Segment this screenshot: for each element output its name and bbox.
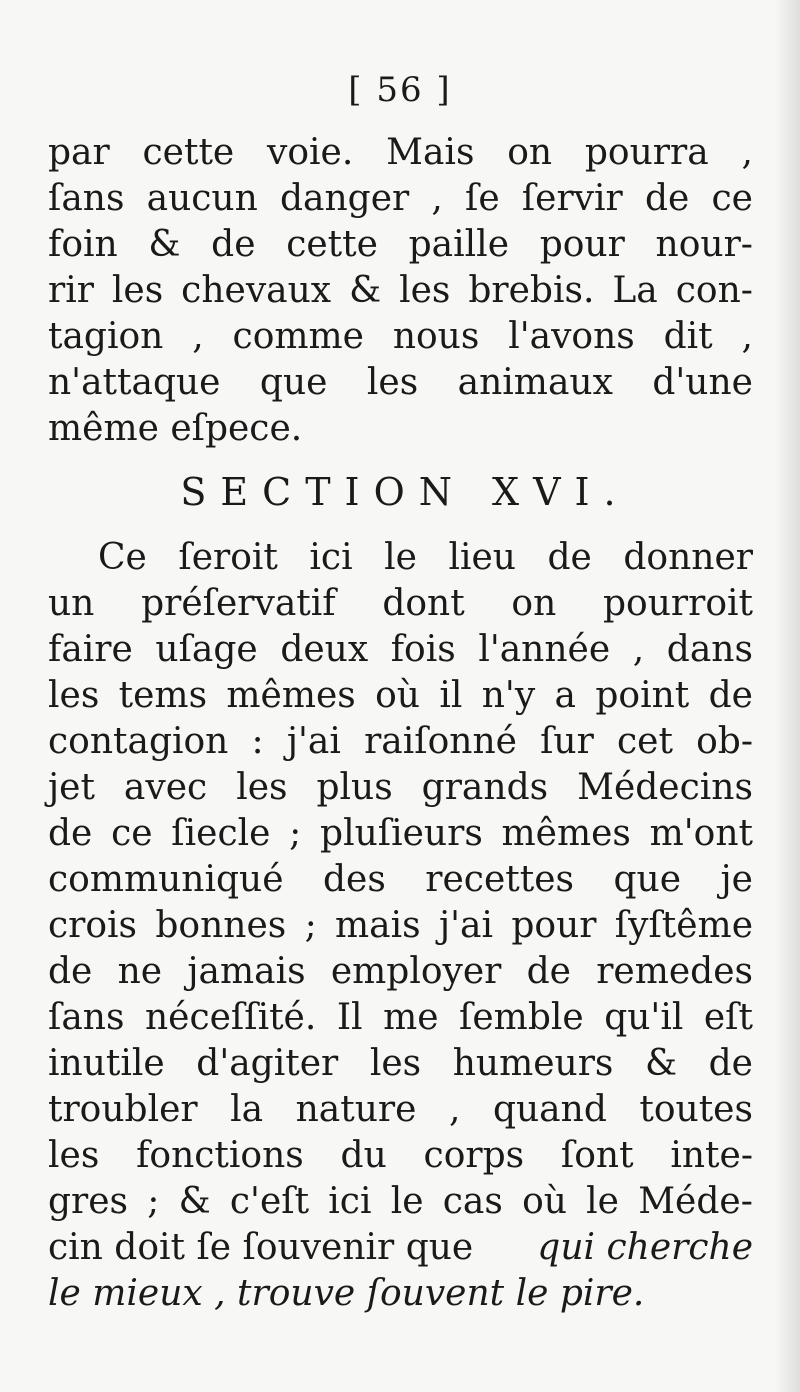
word: recettes bbox=[425, 859, 574, 900]
word: je bbox=[720, 859, 753, 900]
word: La bbox=[612, 270, 658, 311]
word: dit bbox=[663, 316, 713, 357]
word: pluſieurs bbox=[320, 813, 483, 854]
text-line bbox=[48, 903, 753, 949]
paragraph-2 bbox=[48, 535, 753, 1317]
word: plus bbox=[316, 767, 393, 808]
word: ſeroit bbox=[178, 537, 278, 578]
word: ; bbox=[289, 813, 302, 854]
text-line bbox=[48, 1133, 753, 1179]
word: mais bbox=[335, 905, 421, 946]
word: les bbox=[111, 270, 164, 311]
text-line bbox=[48, 1087, 753, 1133]
word: que bbox=[613, 859, 682, 900]
word: ; bbox=[147, 1181, 160, 1222]
word: , bbox=[632, 629, 645, 670]
text-line bbox=[48, 719, 753, 765]
word: fois bbox=[390, 629, 456, 670]
word: inutile bbox=[48, 1043, 165, 1084]
word: on bbox=[507, 132, 553, 173]
word: quand bbox=[492, 1089, 607, 1130]
word: nature bbox=[295, 1089, 417, 1130]
text-line bbox=[48, 673, 753, 719]
word: d'agiter bbox=[196, 1043, 339, 1084]
word: des bbox=[323, 859, 386, 900]
word: comme bbox=[232, 316, 364, 357]
word: , bbox=[448, 1089, 461, 1130]
word: tagion bbox=[48, 316, 164, 357]
word: le bbox=[390, 1181, 424, 1222]
word: danger bbox=[279, 178, 410, 219]
word: Médecins bbox=[577, 767, 753, 808]
word: ſiecle bbox=[171, 813, 271, 854]
word: j'ai bbox=[286, 721, 341, 762]
word: jamais bbox=[187, 951, 306, 992]
word: n'attaque bbox=[48, 362, 221, 403]
word: de bbox=[644, 178, 690, 219]
text-line bbox=[48, 1041, 753, 1087]
word: les bbox=[48, 1135, 100, 1176]
word: que bbox=[259, 362, 328, 403]
word: pourroit bbox=[603, 583, 753, 624]
word: ſervir bbox=[521, 178, 623, 219]
word: contagion bbox=[48, 721, 229, 762]
word: par bbox=[48, 132, 110, 173]
word: rir bbox=[48, 270, 94, 311]
word: donner bbox=[623, 537, 753, 578]
word: l'avons bbox=[508, 316, 635, 357]
italic-text-run: qui cherche bbox=[537, 1227, 753, 1268]
word: cette bbox=[142, 132, 235, 173]
word: employer bbox=[330, 951, 502, 992]
word: me bbox=[383, 997, 439, 1038]
word: néceſſité. bbox=[144, 997, 317, 1038]
word: mêmes bbox=[501, 813, 631, 854]
word: de bbox=[708, 675, 753, 716]
word: Méde- bbox=[638, 1181, 753, 1222]
word: le bbox=[384, 537, 417, 578]
text-line bbox=[48, 535, 753, 581]
text-line bbox=[48, 1179, 753, 1225]
word: ob- bbox=[696, 721, 753, 762]
text-line bbox=[48, 811, 753, 857]
text-line bbox=[48, 765, 753, 811]
word: tems bbox=[118, 675, 208, 716]
word: dans bbox=[666, 629, 753, 670]
word: crois bbox=[48, 905, 138, 946]
word: n'y bbox=[481, 675, 536, 716]
word: point bbox=[595, 675, 690, 716]
word: où bbox=[522, 1181, 567, 1222]
word: , bbox=[192, 316, 204, 357]
word: inte- bbox=[670, 1135, 753, 1176]
word: faire bbox=[48, 629, 133, 670]
word: aucun bbox=[146, 178, 258, 219]
word: troubler bbox=[48, 1089, 198, 1130]
paragraph-1 bbox=[48, 130, 753, 452]
word: pourra bbox=[584, 132, 709, 173]
word: les bbox=[369, 1043, 422, 1084]
section-heading: SECTION XVI. bbox=[180, 470, 630, 514]
text-line bbox=[48, 581, 753, 627]
word: les bbox=[236, 767, 288, 808]
word: le bbox=[586, 1181, 619, 1222]
word: du bbox=[340, 1135, 387, 1176]
word: animaux bbox=[457, 362, 613, 403]
word: deux bbox=[280, 629, 369, 670]
word: gres bbox=[48, 1181, 129, 1222]
word: de bbox=[708, 1043, 753, 1084]
word: de bbox=[547, 537, 592, 578]
text-line bbox=[48, 627, 753, 673]
word: ce bbox=[111, 813, 153, 854]
text-line bbox=[48, 130, 753, 176]
word: fonctions bbox=[136, 1135, 304, 1176]
word: & bbox=[349, 270, 382, 311]
word: mêmes bbox=[226, 675, 356, 716]
word: Mais bbox=[386, 132, 475, 173]
word: ſe bbox=[465, 178, 500, 219]
word: dont bbox=[382, 583, 465, 624]
text-run: cin doit ſe ſouvenir que bbox=[48, 1227, 474, 1268]
word: ſans bbox=[48, 997, 125, 1038]
text-line bbox=[48, 176, 753, 222]
word: préſervatif bbox=[141, 583, 336, 624]
word: grands bbox=[421, 767, 549, 808]
word: uſage bbox=[155, 629, 258, 670]
word: Ce bbox=[98, 537, 147, 578]
text-line bbox=[48, 995, 753, 1041]
page-number: [ 56 ] bbox=[348, 70, 452, 110]
text-line bbox=[48, 857, 753, 903]
word: ce bbox=[711, 178, 753, 219]
word: ſur bbox=[540, 721, 594, 762]
word: un bbox=[48, 583, 95, 624]
word: remedes bbox=[596, 951, 753, 992]
word: les bbox=[48, 675, 100, 716]
word: d'une bbox=[652, 362, 753, 403]
word: la bbox=[230, 1089, 264, 1130]
word: c'eſt bbox=[229, 1181, 310, 1222]
word: , bbox=[431, 178, 443, 219]
word: chevaux bbox=[181, 270, 332, 311]
word: avec bbox=[123, 767, 208, 808]
text-line bbox=[48, 360, 753, 406]
word: m'ont bbox=[649, 813, 753, 854]
word: de bbox=[526, 951, 571, 992]
word: foin bbox=[48, 224, 118, 265]
word: on bbox=[511, 583, 557, 624]
text-line: même eſpece. bbox=[48, 408, 303, 449]
word: de bbox=[48, 813, 93, 854]
word: bonnes bbox=[155, 905, 287, 946]
word: communiqué bbox=[48, 859, 284, 900]
word: où bbox=[375, 675, 420, 716]
word: raiſonné bbox=[364, 721, 517, 762]
text-line bbox=[48, 314, 753, 360]
word: l'année bbox=[478, 629, 611, 670]
word: de bbox=[48, 951, 93, 992]
word: il bbox=[439, 675, 463, 716]
word: ; bbox=[304, 905, 317, 946]
word: : bbox=[251, 721, 264, 762]
word: Il bbox=[336, 997, 363, 1038]
word: cette bbox=[286, 224, 378, 265]
word: brebis. bbox=[468, 270, 595, 311]
word: cas bbox=[442, 1181, 503, 1222]
word: nour- bbox=[655, 224, 753, 265]
word: ſont bbox=[560, 1135, 634, 1176]
word: corps bbox=[423, 1135, 525, 1176]
word: ne bbox=[117, 951, 163, 992]
word: con- bbox=[675, 270, 753, 311]
word: eſt bbox=[703, 997, 753, 1038]
word: ici bbox=[328, 1181, 372, 1222]
word: pour bbox=[539, 224, 625, 265]
word: & bbox=[645, 1043, 678, 1084]
word: toutes bbox=[639, 1089, 753, 1130]
word: nous bbox=[392, 316, 480, 357]
text-line bbox=[48, 268, 753, 314]
text-line bbox=[48, 1225, 753, 1271]
word: & bbox=[178, 1181, 211, 1222]
word: lieu bbox=[448, 537, 516, 578]
word: ſyſtême bbox=[614, 905, 753, 946]
word: paille bbox=[408, 224, 509, 265]
word: a bbox=[554, 675, 576, 716]
word: pour bbox=[511, 905, 597, 946]
word: humeurs bbox=[452, 1043, 614, 1084]
word: qu'il bbox=[604, 997, 684, 1038]
word: les bbox=[399, 270, 451, 311]
word: ſans bbox=[48, 178, 125, 219]
word: , bbox=[741, 316, 753, 357]
word: cet bbox=[617, 721, 673, 762]
text-line bbox=[48, 222, 753, 268]
page-edge-shadow bbox=[774, 0, 800, 1392]
word: j'ai bbox=[438, 905, 494, 946]
word: ſemble bbox=[459, 997, 584, 1038]
text-line-italic: le mieux , trouve ſouvent le pire. bbox=[48, 1273, 645, 1314]
word: & bbox=[148, 224, 181, 265]
word: , bbox=[741, 132, 753, 173]
word: voie. bbox=[267, 132, 354, 173]
word: ici bbox=[309, 537, 353, 578]
word: les bbox=[366, 362, 419, 403]
word: jet bbox=[48, 767, 95, 808]
text-line bbox=[48, 949, 753, 995]
word: de bbox=[211, 224, 256, 265]
